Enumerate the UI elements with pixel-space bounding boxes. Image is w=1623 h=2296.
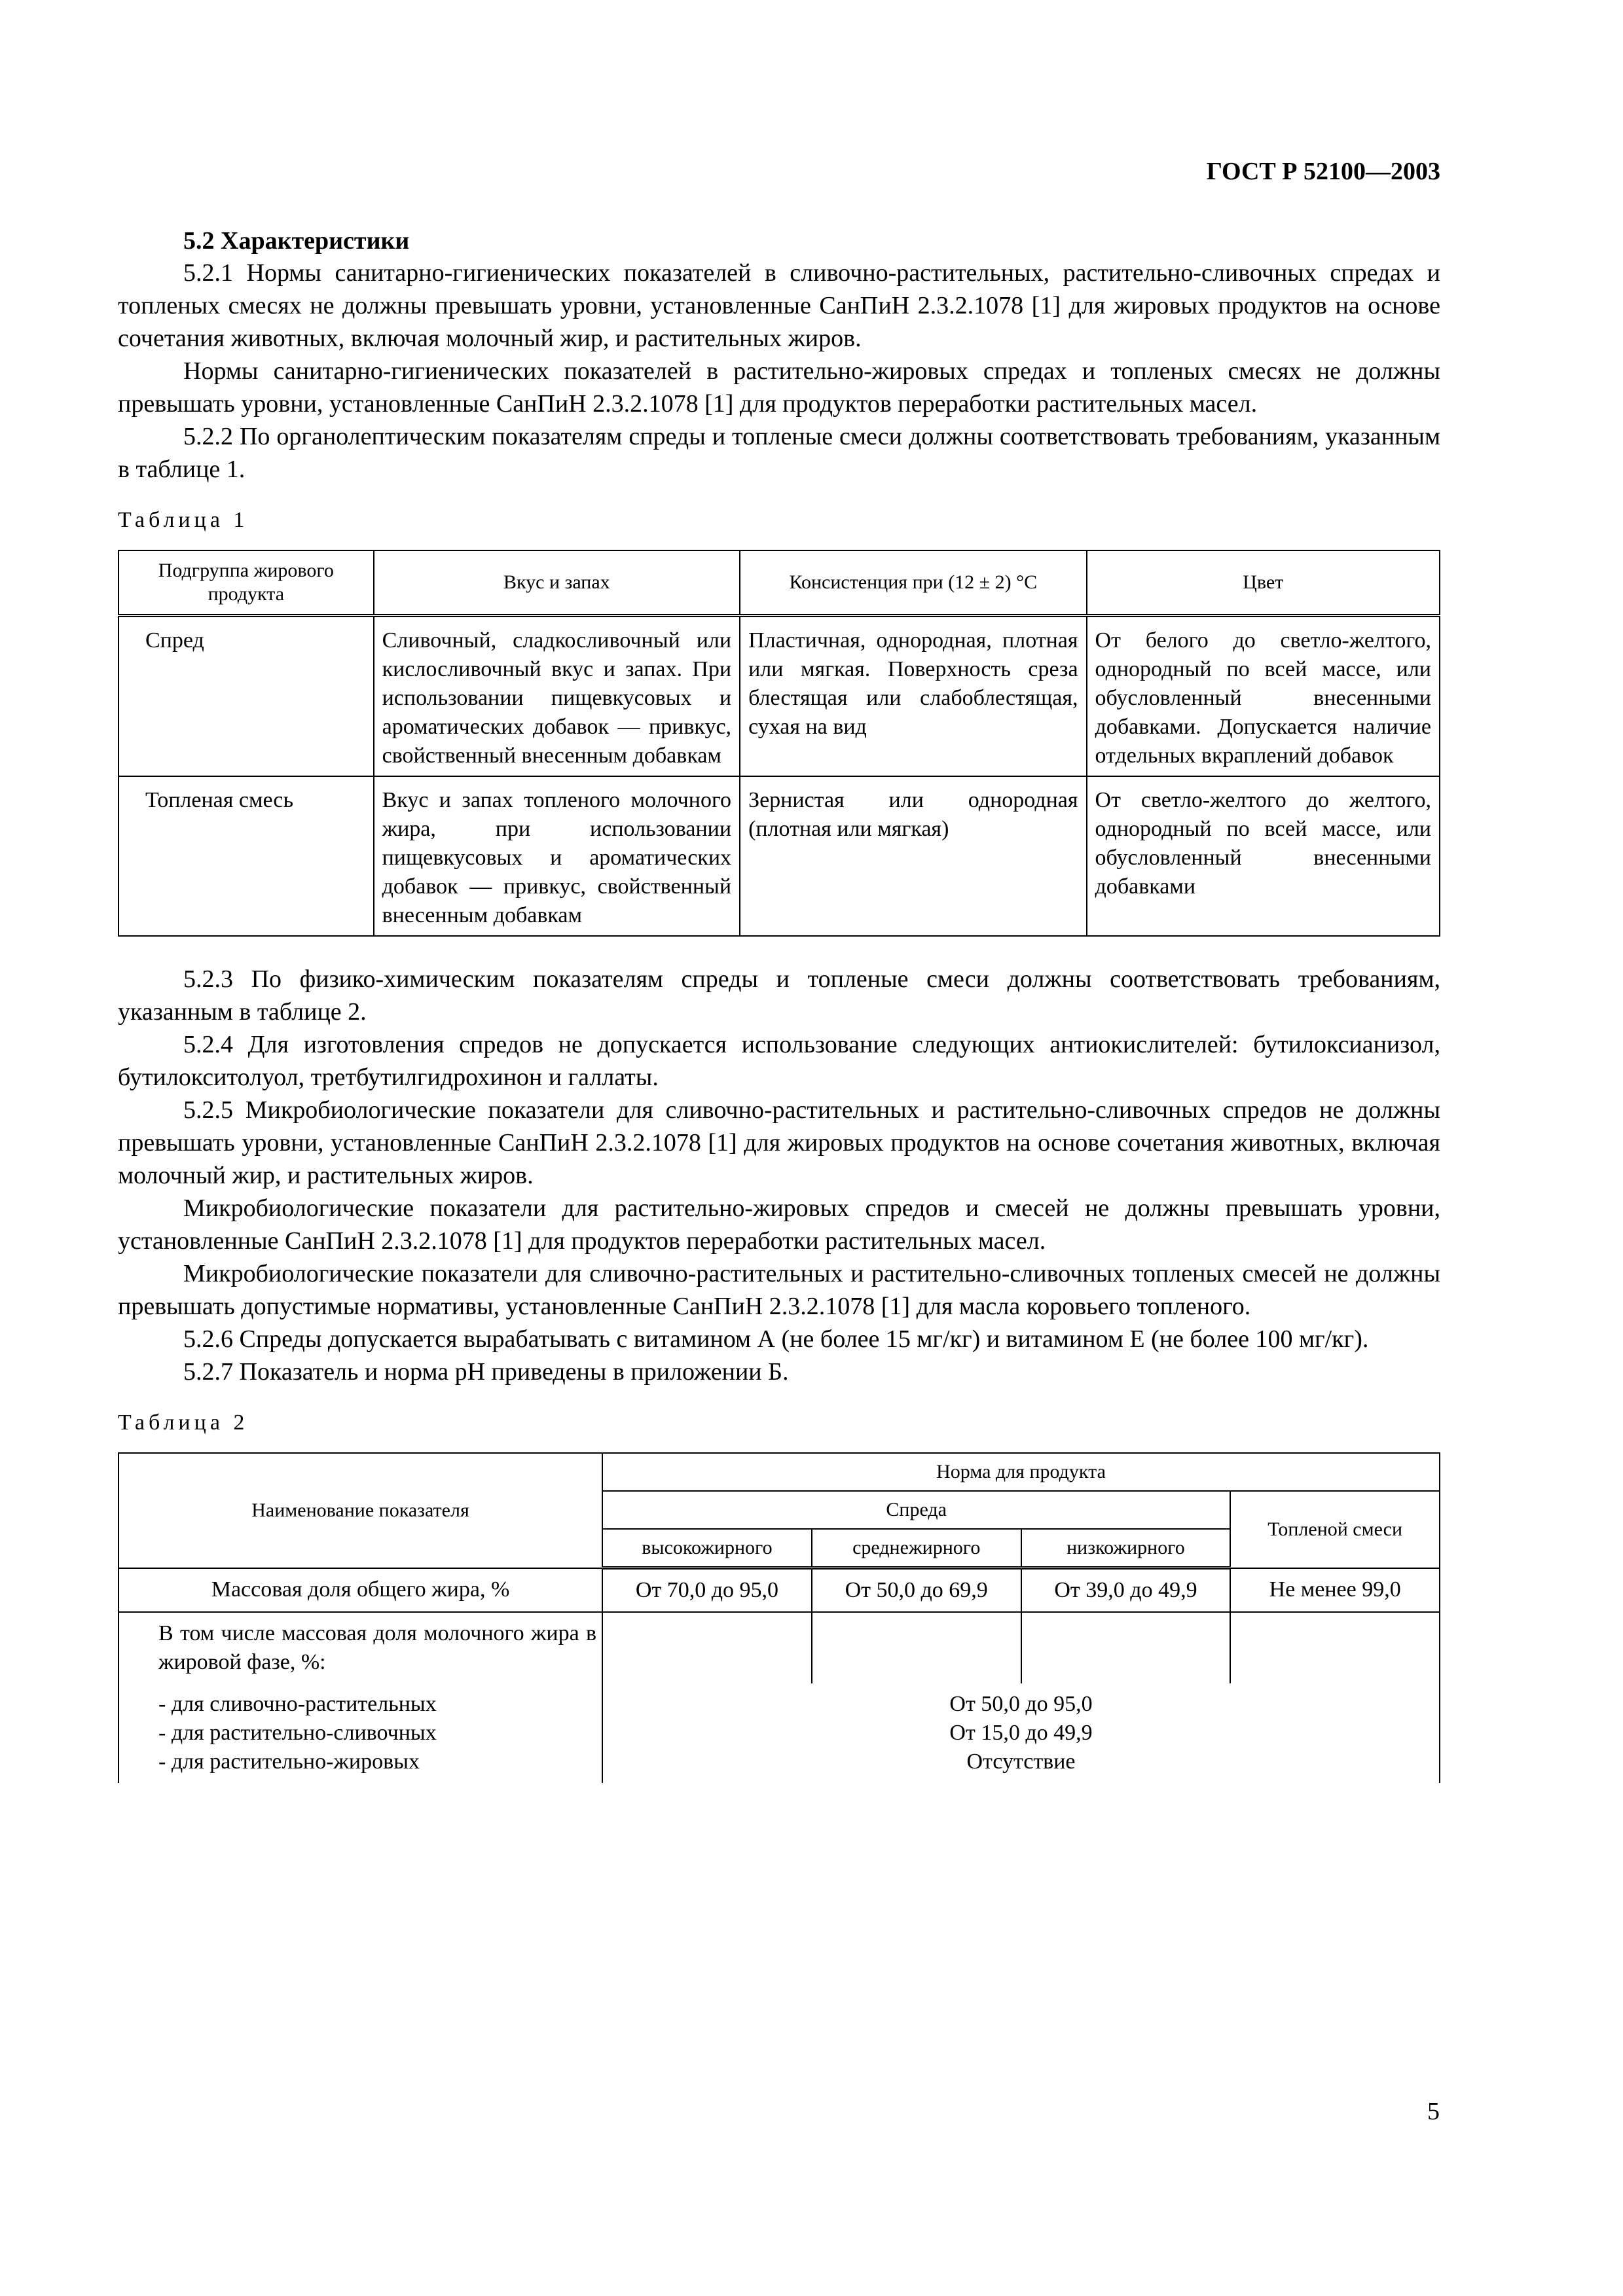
list-item: От 15,0 до 49,9: [949, 1721, 1093, 1745]
list-item: Отсутствие: [966, 1749, 1076, 1774]
table-1-cell-taste: Вкус и запах топленого молочного жира, при использовании пищевкусовых и ароматических добавок — привкус, свойственный внесенным добавкам: [374, 776, 740, 936]
paragraph-5-2-3: 5.2.3 По физико-химическим показателям спреды и топленые смеси должны соответствовать требованиям, указанным в таблице 2.: [118, 965, 1440, 1026]
standard-code: ГОСТ Р 52100—2003: [1206, 158, 1440, 185]
paragraph-5-2-1: 5.2.1 Нормы санитарно-гигиенических показателей в сливочно-растительных, растительно-сливочных спредах и топленых смесях не должны превышать уровни, установленные СанПиН 2.3.2.1078 [1] для жировых продуктов на основе сочетания животных, включая молочный жир, и растительных жиров.: [118, 259, 1440, 352]
table-1-cell-subgroup: Топленая смесь: [119, 776, 374, 936]
table-2-cell-indicator: Массовая доля общего жира, %: [119, 1568, 602, 1613]
table-row: [119, 1568, 1440, 1613]
table-2-cell-value: От 39,0 до 49,9: [1021, 1568, 1231, 1613]
paragraph-5-2-2: 5.2.2 По органолептическим показателям спреды и топленые смеси должны соответствовать требованиям, указанным в таблице 1.: [118, 423, 1440, 483]
table-1-header-subgroup: Подгруппа жирового продукта: [119, 550, 374, 616]
table-2-cell-empty: [1230, 1612, 1440, 1683]
table-2-cell-norm-list: [602, 1683, 1440, 1783]
table-1-header-row: [119, 550, 1440, 616]
table-2-cell-value: От 50,0 до 69,9: [812, 1568, 1021, 1613]
paragraph-5-2-7: 5.2.7 Показатель и норма рН приведены в приложении Б.: [183, 1358, 789, 1386]
table-2-cell-empty: [812, 1612, 1021, 1683]
list-item: - для растительно-жировых: [158, 1749, 420, 1774]
table-row: [119, 776, 1440, 936]
list-item: - для растительно-сливочных: [158, 1721, 437, 1745]
table-1-cell-consistency: Пластичная, однородная, плотная или мягкая. Поверхность среза блестящая или слабоблестящая, сухая на вид: [740, 616, 1086, 777]
table-1-header-consistency: Консистенция при (12 ± 2) °С: [740, 550, 1086, 616]
table-2-header-melted: Топленой смеси: [1230, 1491, 1440, 1568]
table-1-header-taste: Вкус и запах: [374, 550, 740, 616]
table-2-physicochemical: [118, 1452, 1440, 1783]
paragraph-5-2-6: 5.2.6 Спреды допускается вырабатывать с витамином А (не более 15 мг/кг) и витамином Е (не более 100 мг/кг).: [183, 1325, 1369, 1353]
table-2-cell-indicator: В том числе массовая доля молочного жира в жировой фазе, %:: [119, 1612, 602, 1683]
section-title: 5.2 Характеристики: [183, 227, 410, 255]
table-1-cell-taste: Сливочный, сладкосливочный или кислосливочный вкус и запах. При использовании пищевкусовых и ароматических добавок — привкус, свойственный внесенным добавкам: [374, 616, 740, 777]
table-2-header-indicator: Наименование показателя: [119, 1453, 602, 1568]
table-1-cell-consistency: Зернистая или однородная (плотная или мягкая): [740, 776, 1086, 936]
table-2-header-high-fat: высокожирного: [602, 1529, 812, 1568]
table-2-header-low-fat: низкожирного: [1021, 1529, 1231, 1568]
paragraph-micro-vegetable: Микробиологические показатели для растительно-жировых спредов и смесей не должны превышать уровни, установленные СанПиН 2.3.2.1078 [1] для продуктов переработки растительных масел.: [118, 1194, 1440, 1255]
table-1-cell-subgroup: Спред: [119, 616, 374, 777]
table-2-cell-value: Не менее 99,0: [1230, 1568, 1440, 1613]
table-2-header-row-1: [119, 1453, 1440, 1491]
table-1-organoleptic: [118, 550, 1440, 937]
table-1-header-color: Цвет: [1087, 550, 1440, 616]
list-item: От 50,0 до 95,0: [949, 1692, 1093, 1716]
table-2-caption: Таблица 2: [118, 1410, 249, 1435]
table-row: [119, 1612, 1440, 1683]
table-2-header-spread: Спреда: [602, 1491, 1230, 1529]
table-2-cell-empty: [1021, 1612, 1231, 1683]
list-item: - для сливочно-растительных: [158, 1692, 437, 1716]
table-2-cell-product-list: [119, 1683, 602, 1783]
paragraph-hygiene-vegetable: Нормы санитарно-гигиенических показателей в растительно-жировых спредах и топленых смесях не должны превышать уровни, установленные СанПиН 2.3.2.1078 [1] для продуктов переработки растительных масел.: [118, 357, 1440, 418]
table-row: [119, 1683, 1440, 1783]
table-1-cell-color: От светло-желтого до желтого, однородный по всей массе, или обусловленный внесенными добавками: [1087, 776, 1440, 936]
table-2-header-medium-fat: среднежирного: [812, 1529, 1021, 1568]
page-number: 5: [1427, 2098, 1440, 2125]
paragraph-5-2-5: 5.2.5 Микробиологические показатели для сливочно-растительных и растительно-сливочных спредов не должны превышать уровни, установленные СанПиН 2.3.2.1078 [1] для жировых продуктов на основе сочетания животных, включая молочный жир, и растительных жиров.: [118, 1096, 1440, 1189]
table-2-header-norm: Норма для продукта: [602, 1453, 1440, 1491]
table-1-cell-color: От белого до светло-желтого, однородный по всей массе, или обусловленный внесенными добавками. Допускается наличие отдельных вкраплений добавок: [1087, 616, 1440, 777]
page-content: [118, 157, 1440, 1783]
table-2-cell-empty: [602, 1612, 812, 1683]
paragraph-5-2-4: 5.2.4 Для изготовления спредов не допускается использование следующих антиокислителей: бутилоксианизол, бутилокситолуол, третбутилгидрохинон и галлаты.: [118, 1031, 1440, 1091]
table-row: [119, 616, 1440, 777]
paragraph-micro-melted: Микробиологические показатели для сливочно-растительных и растительно-сливочных топленых смесей не должны превышать допустимые нормативы, установленные СанПиН 2.3.2.1078 [1] для масла коровьего топленого.: [118, 1260, 1440, 1320]
table-1-caption: Таблица 1: [118, 508, 249, 532]
table-2-cell-value: От 70,0 до 95,0: [602, 1568, 812, 1613]
